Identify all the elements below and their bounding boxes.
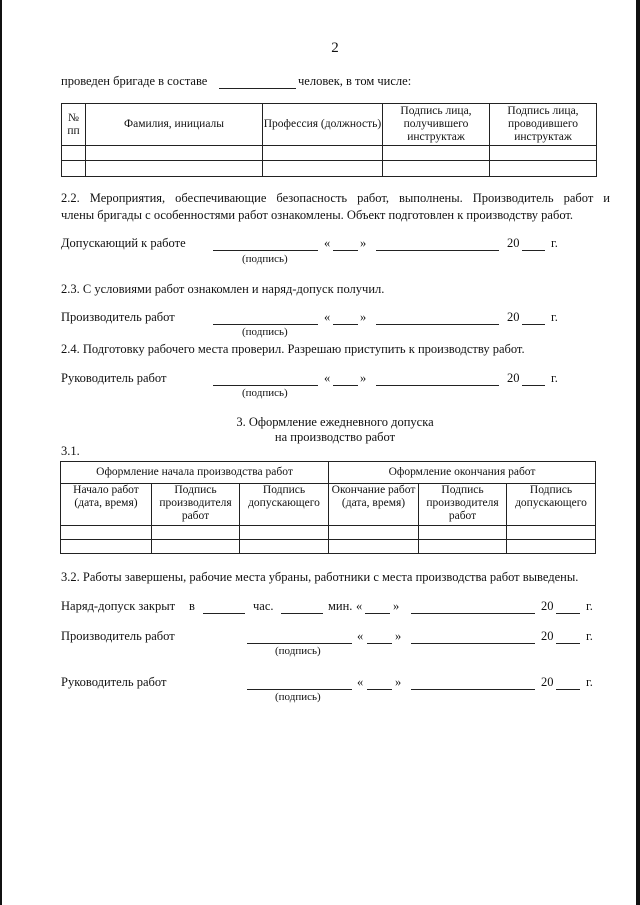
- signature-caption: (подпись): [242, 387, 288, 399]
- day-field[interactable]: [333, 250, 358, 251]
- col-header-start-datetime: Начало работ (дата, время): [61, 484, 152, 526]
- col-header-start-admitter-signature: Подпись допускающего: [240, 484, 329, 526]
- daily-admission-table: [60, 461, 596, 554]
- col-header-start-producer-signature: Подпись производителя работ: [152, 484, 240, 526]
- table-cell[interactable]: [507, 540, 596, 554]
- year-suffix: г.: [586, 675, 593, 689]
- year-suffix: г.: [586, 599, 593, 613]
- day-field[interactable]: [333, 324, 358, 325]
- close-quote: »: [360, 236, 367, 250]
- table-cell[interactable]: [240, 526, 329, 540]
- brigade-size-field[interactable]: [219, 88, 296, 89]
- table-cell[interactable]: [383, 161, 490, 177]
- col-header-end-producer-signature: Подпись производителя работ: [419, 484, 507, 526]
- year-field[interactable]: [522, 250, 545, 251]
- day-field[interactable]: [367, 643, 392, 644]
- signature-field[interactable]: [247, 689, 352, 690]
- table-cell[interactable]: [86, 146, 263, 161]
- signature-field[interactable]: [213, 385, 318, 386]
- close-quote: »: [360, 310, 367, 324]
- section-2-4: 2.4. Подготовку рабочего места проверил. Разрешаю приступить к производству работ.: [61, 342, 525, 356]
- year-prefix: 20: [541, 629, 554, 643]
- table-cell[interactable]: [419, 540, 507, 554]
- month-field[interactable]: [376, 324, 499, 325]
- year-prefix: 20: [507, 371, 520, 385]
- close-quote: »: [393, 599, 400, 613]
- intro-text-before: проведен бригаде в составе: [61, 74, 208, 88]
- section-2-2-line2: члены бригады с особенностями работ ознакомлены. Объект подготовлен к производству работ.: [61, 208, 574, 222]
- signature-label: Производитель работ: [61, 310, 175, 324]
- close-quote: »: [395, 675, 402, 689]
- signature-field[interactable]: [213, 324, 318, 325]
- group-header-end: Оформление окончания работ: [329, 462, 596, 484]
- open-quote: «: [324, 236, 331, 250]
- year-prefix: 20: [541, 599, 554, 613]
- table-cell[interactable]: [419, 526, 507, 540]
- col-header-end-datetime: Окончание работ (дата, время): [329, 484, 419, 526]
- open-quote: «: [357, 675, 364, 689]
- minutes-field[interactable]: [281, 613, 323, 614]
- open-quote: «: [357, 629, 364, 643]
- table-cell[interactable]: [490, 161, 597, 177]
- table-cell[interactable]: [86, 161, 263, 177]
- month-field[interactable]: [411, 689, 535, 690]
- year-suffix: г.: [551, 371, 558, 385]
- col-header-received-signature: Подпись лица, получившего инструктаж: [383, 104, 490, 146]
- year-suffix: г.: [586, 629, 593, 643]
- signature-label: Руководитель работ: [61, 675, 167, 689]
- month-field[interactable]: [376, 250, 499, 251]
- col-header-number: № пп: [62, 104, 86, 146]
- year-field[interactable]: [522, 385, 545, 386]
- table-cell[interactable]: [62, 146, 86, 161]
- scan-edge-right: [636, 0, 640, 905]
- table-cell[interactable]: [62, 161, 86, 177]
- table-cell[interactable]: [152, 526, 240, 540]
- signature-caption: (подпись): [275, 645, 321, 657]
- table-cell[interactable]: [383, 146, 490, 161]
- year-field[interactable]: [522, 324, 545, 325]
- signature-caption: (подпись): [275, 691, 321, 703]
- minutes-label: мин.: [328, 599, 353, 613]
- col-header-end-admitter-signature: Подпись допускающего: [507, 484, 596, 526]
- col-header-name: Фамилия, инициалы: [86, 104, 263, 146]
- month-field[interactable]: [411, 643, 535, 644]
- year-prefix: 20: [507, 236, 520, 250]
- table-cell[interactable]: [507, 526, 596, 540]
- briefing-table: [61, 103, 597, 177]
- month-field[interactable]: [376, 385, 499, 386]
- year-prefix: 20: [541, 675, 554, 689]
- hours-label: час.: [253, 599, 274, 613]
- year-field[interactable]: [556, 613, 580, 614]
- table-cell[interactable]: [263, 146, 383, 161]
- close-quote: »: [360, 371, 367, 385]
- open-quote: «: [356, 599, 363, 613]
- table-cell[interactable]: [152, 540, 240, 554]
- table-row: [61, 540, 596, 554]
- section-2-3: 2.3. С условиями работ ознакомлен и наряд-допуск получил.: [61, 282, 385, 296]
- signature-label: Производитель работ: [61, 629, 175, 643]
- section-2-2-line1: 2.2. Мероприятия, обеспечивающие безопасность работ, выполнены. Производитель работ и: [61, 191, 610, 205]
- signature-label: Руководитель работ: [61, 371, 167, 385]
- year-suffix: г.: [551, 236, 558, 250]
- scan-edge-left: [0, 0, 2, 905]
- day-field[interactable]: [365, 613, 390, 614]
- table-row: [61, 526, 596, 540]
- section-3-1-label: 3.1.: [61, 444, 80, 458]
- permit-closed-label: Наряд-допуск закрыт: [61, 599, 176, 613]
- open-quote: «: [324, 310, 331, 324]
- month-field[interactable]: [411, 613, 535, 614]
- close-quote: »: [395, 629, 402, 643]
- in-word: в: [189, 599, 195, 613]
- page-number: 2: [331, 40, 339, 56]
- col-header-conducted-signature: Подпись лица, проводившего инструктаж: [490, 104, 597, 146]
- signature-caption: (подпись): [242, 253, 288, 265]
- section-3-title-line2: на производство работ: [274, 430, 396, 444]
- group-header-start: Оформление начала производства работ: [61, 462, 329, 484]
- section-3-2: 3.2. Работы завершены, рабочие места убраны, работники с места производства работ выведены.: [61, 570, 579, 584]
- table-cell[interactable]: [240, 540, 329, 554]
- signature-field[interactable]: [247, 643, 352, 644]
- table-row: [62, 161, 597, 177]
- year-suffix: г.: [551, 310, 558, 324]
- year-prefix: 20: [507, 310, 520, 324]
- year-field[interactable]: [556, 689, 580, 690]
- table-cell[interactable]: [61, 526, 152, 540]
- table-cell[interactable]: [490, 146, 597, 161]
- section-3-title-line1: 3. Оформление ежедневного допуска: [236, 415, 434, 429]
- table-row: [62, 146, 597, 161]
- open-quote: «: [324, 371, 331, 385]
- table-cell[interactable]: [329, 526, 419, 540]
- signature-label: Допускающий к работе: [61, 236, 186, 250]
- year-field[interactable]: [556, 643, 580, 644]
- day-field[interactable]: [367, 689, 392, 690]
- day-field[interactable]: [333, 385, 358, 386]
- signature-caption: (подпись): [242, 326, 288, 338]
- col-header-profession: Профессия (должность): [263, 104, 383, 146]
- table-cell[interactable]: [61, 540, 152, 554]
- hours-field[interactable]: [203, 613, 245, 614]
- signature-field[interactable]: [213, 250, 318, 251]
- table-cell[interactable]: [329, 540, 419, 554]
- table-cell[interactable]: [263, 161, 383, 177]
- intro-text-after: человек, в том числе:: [298, 74, 412, 88]
